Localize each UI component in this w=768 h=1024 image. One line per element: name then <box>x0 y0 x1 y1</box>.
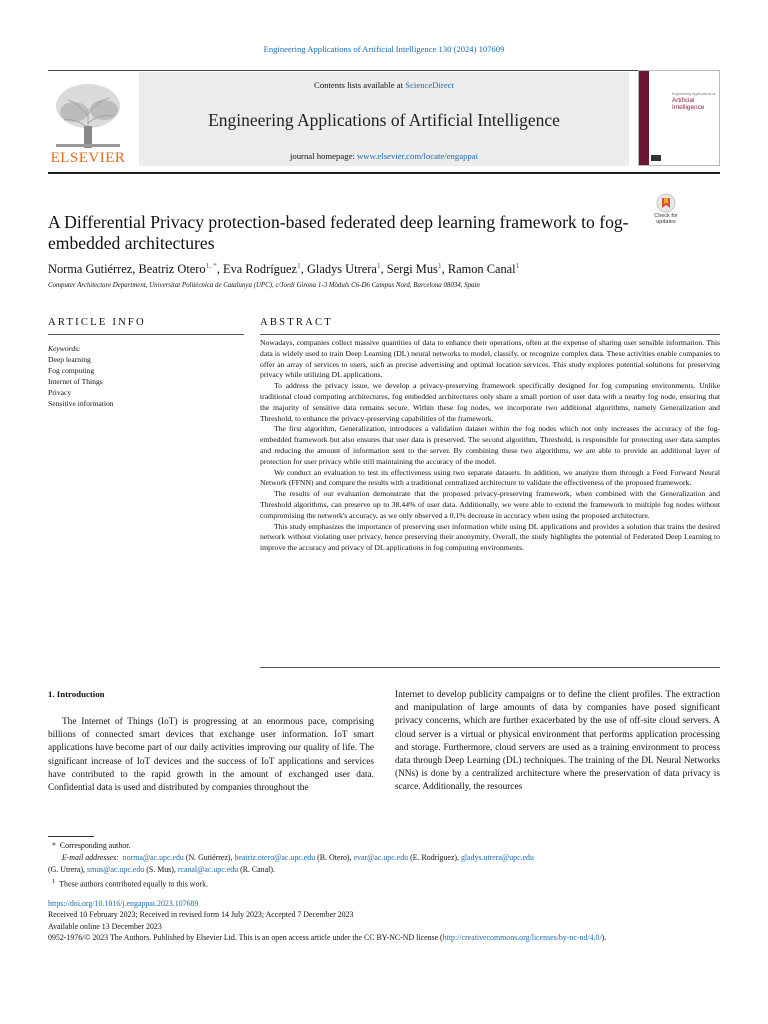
email-owner: (N. Gutiérrez), <box>185 853 233 862</box>
license-suffix: ). <box>601 932 607 942</box>
cover-logo-block <box>651 155 661 161</box>
license-prefix: 0952-1976/© 2023 The Authors. Published by Elsevier Ltd. This is an open access article under the CC BY-NC-ND license ( <box>48 932 443 942</box>
keywords-label: Keywords: <box>48 344 81 353</box>
author-affiliation-mark[interactable]: 1, * <box>205 261 217 270</box>
corresponding-author-text: Corresponding author. <box>59 841 131 850</box>
email-owner: (E. Rodríguez), <box>410 853 459 862</box>
email-link[interactable]: evar@ac.upc.edu <box>353 853 409 862</box>
doi-link[interactable]: https://doi.org/10.1016/j.engappai.2023.107689 <box>48 899 199 908</box>
contents-prefix: Contents lists available at <box>314 80 406 90</box>
abstract-heading: ABSTRACT <box>260 317 333 328</box>
author-name: Sergi Mus <box>386 262 438 277</box>
journal-reference[interactable]: Engineering Applications of Artificial Intelligence 130 (2024) 107609 <box>263 44 505 54</box>
license-statement <box>48 932 720 943</box>
keywords-block <box>48 343 244 409</box>
journal-cover <box>638 70 720 166</box>
article-title: A Differential Privacy protection-based federated deep learning framework to fog-embedded architectures <box>48 212 629 253</box>
article-info-heading: ARTICLE INFO <box>48 317 146 328</box>
cover-small-text: Engineering Applications of <box>672 92 716 96</box>
homepage-line <box>139 151 629 161</box>
email-link[interactable]: gladys.utrera@upc.edu <box>460 853 534 862</box>
license-link[interactable]: http://creativecommons.org/licenses/by-nc-nd/4.0/ <box>442 932 602 942</box>
received-dates: Received 10 February 2023; Received in revised form 14 July 2023; Accepted 7 December 2023 <box>48 910 354 920</box>
author-affiliation-mark[interactable]: 1 <box>297 261 301 270</box>
abstract-bottom-rule <box>260 667 720 668</box>
email-link[interactable]: rcanal@ac.upc.edu <box>177 865 239 874</box>
header-top-rule <box>48 70 720 71</box>
email-link[interactable]: beatriz.otero@ac.upc.edu <box>234 853 316 862</box>
author-name: Ramon Canal <box>447 262 516 277</box>
publisher-name: ELSEVIER <box>50 150 126 166</box>
email-owner: (S. Mus), <box>146 865 176 874</box>
author-name: Gladys Utrera <box>306 262 377 277</box>
author-name: Norma Gutiérrez <box>48 262 133 277</box>
abstract-paragraph: This study emphasizes the importance of preserving user information while using DL applications and provides a solution that trains the desired network without violating user privacy, hence preserving their anonymity. Overall, the study highlights the potential of Federated Deep Learning to improve the accuracy and privacy of DL applications in fog computing environments. <box>260 521 720 553</box>
footnote-mark: * <box>51 841 56 850</box>
publication-info <box>48 898 720 943</box>
abstract-body <box>260 338 720 554</box>
abstract-paragraph: The first algorithm, Generalization, introduces a validation dataset within the fog nodes which not only increases the accuracy of the fog-embedded framework but also ensures that user data is preserved. The second algorithm, Threshold, is responsible for protecting user data samples and reducing the amount of information sent to the server. By combining these two algorithms, we are able to provide an additional layer of protection for user privacy while still maintaining the accuracy of the model. <box>260 424 720 466</box>
article-info-rule <box>48 334 244 335</box>
homepage-prefix: journal homepage: <box>289 151 358 161</box>
email-owner: (B. Otero), <box>317 853 352 862</box>
available-online: Available online 13 December 2023 <box>48 921 162 931</box>
cover-strip <box>639 71 649 165</box>
author-affiliation-mark[interactable]: 1 <box>515 261 520 270</box>
author-name: Eva Rodríguez <box>223 262 298 277</box>
email-addresses <box>48 852 720 876</box>
journal-homepage-link[interactable]: www.elsevier.com/locate/engappai <box>357 151 479 161</box>
keyword: Fog computing <box>48 366 95 375</box>
email-link[interactable]: smus@ac.upc.edu <box>87 865 145 874</box>
journal-title: Engineering Applications of Artificial Intelligence <box>208 110 560 130</box>
keyword: Sensitive information <box>48 399 114 408</box>
affiliation: Computer Architecture Department, Universitat Politècnica de Catalunya (UPC), c/Jordi Girona 1-3 Mòduls C6-D6 Campus Nord, Barcelona 08034, Spain <box>48 282 480 289</box>
email-label: E-mail addresses: <box>61 853 119 862</box>
equal-contribution-note <box>48 876 720 891</box>
email-owner: (G. Utrera), <box>48 865 86 874</box>
abstract-paragraph: We conduct an evaluation to test its effectiveness using two separate datasets. In addition, we analyze them through a Feed Forward Neural Network (FFNN) and compare the results with a traditional centralized architecture to validate the effectiveness of the proposed framework. <box>260 467 720 488</box>
body-text-right-column: Internet to develop publicity campaigns or to define the client profiles. The extraction and manipulation of large amounts of data by companies have posed significant privacy concerns, which are further exacerbated by the use of off-site cloud servers. A cloud server is a virtual or physical environment that performs application processing and storage. Furthermore, cloud servers are used as a training environment to process data through Deep Learning (DL) techniques. The training of the DL Neural Networks (NNs) is done by a centralized architecture where the preservation of data privacy is scarce. Additionally, the resources <box>395 690 720 793</box>
author-list: Norma Gutiérrez, Beatriz Otero$^{1, *}$, Eva Rodríguez$^1$, Gladys Utrera$^1$, Sergi Mus$^1$, Ramon Canal$^1$ <box>48 261 520 277</box>
check-for-updates-label[interactable]: Check for updates <box>654 213 678 225</box>
abstract-paragraph: To address the privacy issue, we develop a privacy-preserving framework specifically designed for fog computing environments. Unlike traditional cloud computing architectures, fog embedded architectures only share a small portion of user data with a nearby fog node, ensuring that the majority of sensitive data remains secure. Within these fog nodes, we incorporate two additional algorithms, namely Generalization and Threshold, to enhance the privacy-preserving capabilities of the framework. <box>260 381 720 423</box>
section-heading-introduction: 1. Introduction <box>48 689 105 699</box>
contents-line <box>139 80 629 90</box>
email-link[interactable]: norma@ac.upc.edu <box>122 853 184 862</box>
footnotes <box>48 840 720 891</box>
keyword: Internet of Things <box>48 377 103 386</box>
body-text-left-column: The Internet of Things (IoT) is progressing at an enormous pace, comprising billions of connected smart devices that exchange user information. IoT smart applications have become part of our daily activities improving our quality of life. The significant increase of IoT devices and the success of IoT applications and services have contributed to the rapid growth in the amount of exchanged user data. Confidential data is used and distributed by companies throughout the <box>48 717 374 794</box>
abstract-paragraph: The results of our evaluation demonstrate that the proposed privacy-preserving framework, when combined with the Generalization and Threshold algorithms, can preserve up to 38.44% of user data. Additionally, we were able to extend the framework to multiple fog nodes without compromising the network's accuracy, as we only observed a 0.1% decrease in accuracy when using the proposed architecture. <box>260 489 720 520</box>
author-affiliation-mark[interactable]: 1 <box>437 261 442 270</box>
author-name: Beatriz Otero <box>138 262 206 277</box>
footnote-rule <box>48 836 94 837</box>
keyword: Privacy <box>48 388 72 397</box>
author-affiliation-mark[interactable]: 1 <box>376 261 381 270</box>
abstract-rule <box>260 334 720 335</box>
sciencedirect-link[interactable]: ScienceDirect <box>405 80 454 90</box>
keyword: Deep learning <box>48 355 91 364</box>
footnote-mark: 1 <box>51 878 56 885</box>
email-owner: (R. Canal). <box>240 865 275 874</box>
equal-contribution-text: These authors contributed equally to this work. <box>59 879 208 889</box>
abstract-paragraph: Nowadays, companies collect massive quantities of data to enhance their operations, often at the expense of sharing user sensible information. This data is widely used to train Deep Learning (DL) neural networks to model, classify, or recognize complex data. These activities enable companies to offer an array of services to users, such as precise advertising and optimal location services. This study explores potential solutions for preserving privacy while utilizing DL applications. <box>260 338 720 380</box>
corresponding-author-note <box>48 840 720 852</box>
header-bottom-rule <box>48 172 720 174</box>
cover-title: Artificial Intelligence <box>672 97 705 111</box>
